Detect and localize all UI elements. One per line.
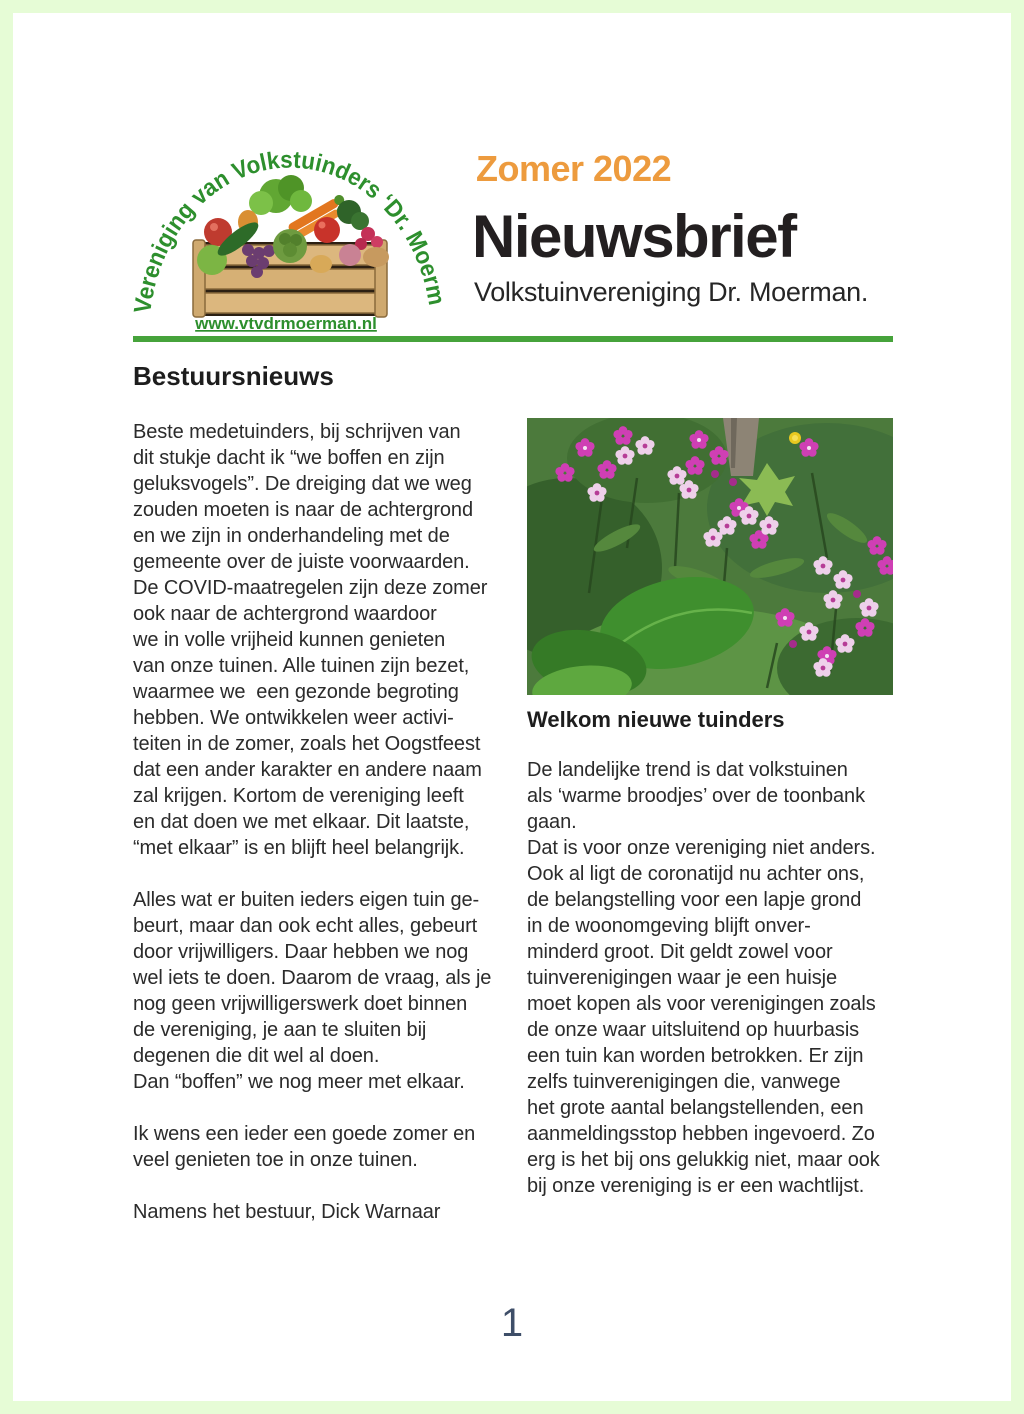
section-heading-bestuursnieuws: Bestuursnieuws xyxy=(133,361,334,391)
section-heading-welkom: Welkom nieuwe tuinders xyxy=(527,707,785,732)
flower-photo xyxy=(527,418,893,695)
right-column xyxy=(527,418,923,1225)
page-title: Nieuwsbrief xyxy=(472,203,796,270)
page-subtitle: Volkstuinvereniging Dr. Moerman. xyxy=(474,277,869,307)
issue-label: Zomer 2022 xyxy=(476,148,672,189)
paragraph: Namens het bestuur, Dick Warnaar xyxy=(133,1201,441,1223)
logo-arc-text: Vereniging van Volkstuinders ‘Dr. Moe xyxy=(130,146,442,315)
header-divider xyxy=(133,336,893,342)
vegetable-crate-logo-icon xyxy=(130,126,442,334)
paragraph: Ik wens een ieder een goede zomer en veel genieten toe in onze tuinen. xyxy=(133,1123,476,1171)
paragraph: Beste medetuinders, bij schrijven van dit stukje dacht ik “we boffen en zijn geluksvogels”. De dreiging dat we weg zouden moeten is naar de achtergrond en we zijn in onderhandeling met de gemeente over de juiste voorwaarden. De COVID-maatregelen zijn deze zomer ook naar de achtergrond waardoor we in volle vrijheid kunnen genieten van onze tuinen. Alle tuinen zijn bezet, waarmee we een gezonde begroting hebben. We ontwikkelen weer activi- teiten in de zomer, zoals het Oogstfeest dat een ander karakter en andere naam zal krijgen. Kortom de vereniging leeft en dat doen we met elkaar. Dit laatste, “met elkaar” is en blijft heel belangrijk. xyxy=(133,421,488,859)
paragraph: De landelijke trend is dat volkstuinen als ‘warme broodjes’ over de toonbank gaan. Dat is voor onze vereniging niet anders. Ook al ligt de coronatijd nu achter ons, de belangstelling voor een lapje grond in de woonomgeving blijft onver- minderd groot. Dit geldt zowel voor tuinverenigingen waar je een huisje moet kopen als voor verenigingen zoals de onze waar uitsluitend op huurbasis een tuin kan worden betrokken. Er zijn zelfs tuinverenigingen die, vanwege het grote aantal belangstellenden, een aanmeldingsstop hebben ingevoerd. Zo erg is het bij ons gelukkig niet, maar ook bij onze vereniging is er een wachtlijst. xyxy=(527,759,880,1197)
logo-website-text: www.vtvdrmoerman.nl xyxy=(195,314,377,333)
page-number: 1 xyxy=(500,1301,524,1345)
paragraph: Alles wat er buiten ieders eigen tuin ge- beurt, maar dan ook echt alles, gebeurt door vrijwilligers. Daar hebben we nog wel iets te doen. Daarom de vraag, als je nog geen vrijwilligerswerk doet binnen de vereniging, je aan te sluiten bij degenen die dit wel al doen. Dan “boffen” we nog meer met elkaar. xyxy=(133,889,492,1093)
left-column xyxy=(133,419,529,1251)
club-logo xyxy=(130,126,442,334)
